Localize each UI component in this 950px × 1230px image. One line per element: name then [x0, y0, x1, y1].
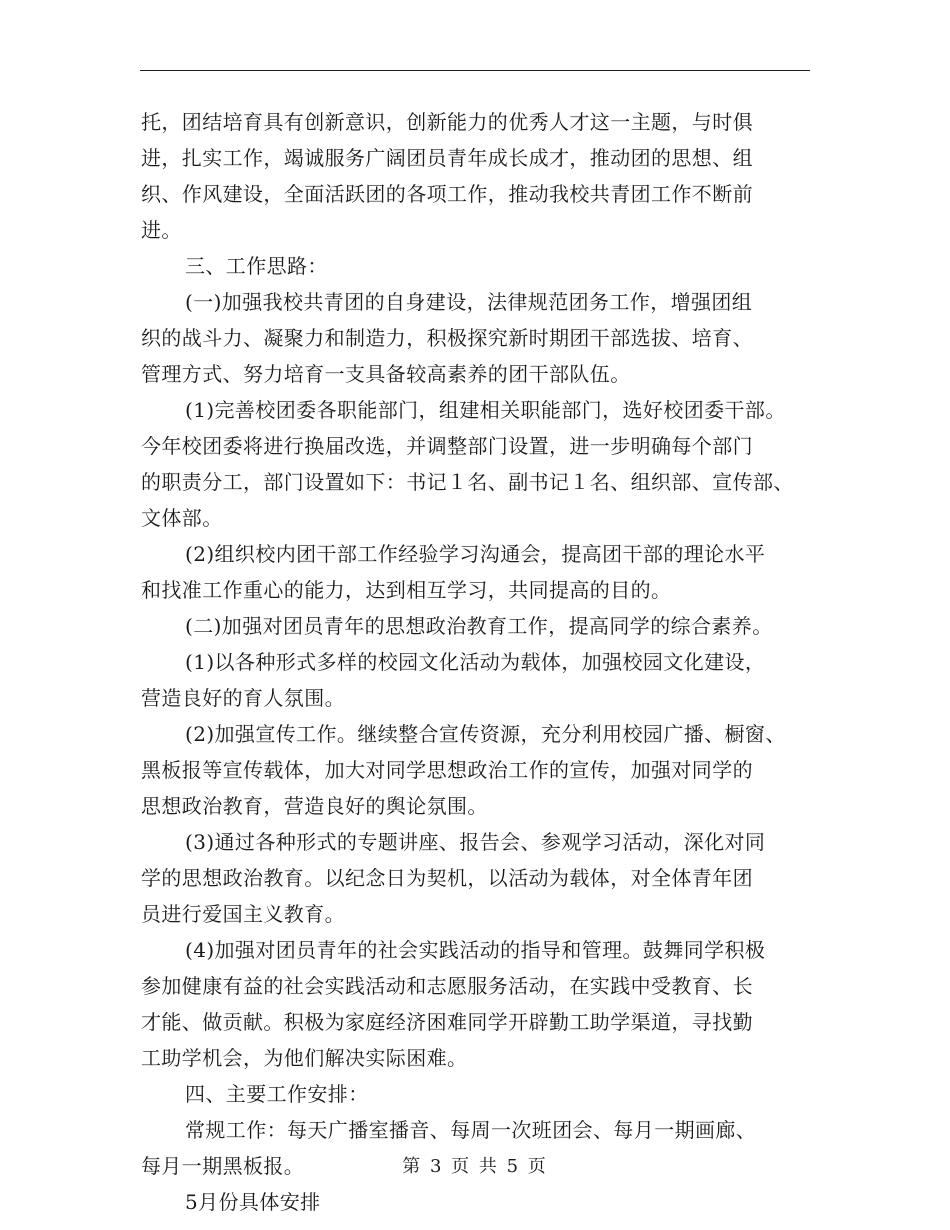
text-line: 常规工作：每天广播室播音、每周一次班团会、每月一期画廊、	[185, 1118, 757, 1142]
text-line: (4)加强对团员青年的社会实践活动的指导和管理。鼓舞同学积极	[185, 938, 766, 962]
text-line: 进。	[141, 218, 182, 242]
text-line: (1)以各种形式多样的校园文化活动为载体，加强校园文化建设，	[185, 650, 766, 674]
text-line: (2)组织校内团干部工作经验学习沟通会，提高团干部的理论水平	[185, 542, 766, 566]
text-line: 管理方式、努力培育一支具备较高素养的团干部队伍。	[141, 362, 631, 386]
text-line: 的职责分工，部门设置如下：书记１名、副书记１名、组织部、宣传部、	[141, 470, 794, 494]
text-line: 进，扎实工作，竭诚服务广阔团员青年成长成才，推动团的思想、组	[141, 146, 753, 170]
text-line: (2)加强宣传工作。继续整合宣传资源，充分利用校园广播、橱窗、	[185, 722, 786, 746]
text-line: 四、主要工作安排：	[185, 1082, 369, 1106]
text-line: 织、作风建设，全面活跃团的各项工作，推动我校共青团工作不断前	[141, 182, 753, 206]
text-line: 学的思想政治教育。以纪念日为契机，以活动为载体，对全体青年团	[141, 866, 753, 890]
text-line: 才能、做贡献。积极为家庭经济困难同学开辟勤工助学渠道，寻找勤	[141, 1010, 753, 1034]
text-line: 思想政治教育，营造良好的舆论氛围。	[141, 794, 488, 818]
text-line: 和找准工作重心的能力，达到相互学习，共同提高的目的。	[141, 578, 672, 602]
text-line: 托，团结培育具有创新意识，创新能力的优秀人才这一主题，与时俱	[141, 110, 753, 134]
text-line: 文体部。	[141, 506, 223, 530]
text-line: 每月一期黑板报。	[141, 1154, 305, 1178]
text-line: 员进行爱国主义教育。	[141, 902, 345, 926]
text-line: 营造良好的育人氛围。	[141, 686, 345, 710]
text-line: (一)加强我校共青团的自身建设，法律规范团务工作，增强团组	[185, 290, 753, 314]
page-footer: 第 3 页 共 5 页	[402, 1156, 548, 1177]
text-line: (1)完善校团委各职能部门，组建相关职能部门，选好校团委干部。	[185, 398, 786, 422]
text-line: 三、工作思路：	[185, 254, 328, 278]
text-line: 参加健康有益的社会实践活动和志愿服务活动，在实践中受教育、长	[141, 974, 753, 998]
text-line: (二)加强对团员青年的思想政治教育工作，提高同学的综合素养。	[185, 614, 773, 638]
text-line: 黑板报等宣传载体，加大对同学思想政治工作的宣传，加强对同学的	[141, 758, 753, 782]
document-body	[141, 104, 841, 1220]
text-line: 织的战斗力、凝聚力和制造力，积极探究新时期团干部选拔、培育、	[141, 326, 753, 350]
text-line: 5月份具体安排	[185, 1190, 321, 1214]
text-line: 今年校团委将进行换届改选，并调整部门设置，进一步明确每个部门	[141, 434, 753, 458]
text-line: (3)通过各种形式的专题讲座、报告会、参观学习活动，深化对同	[185, 830, 766, 854]
header-rule	[140, 70, 810, 71]
text-line: 工助学机会，为他们解决实际困难。	[141, 1046, 468, 1070]
